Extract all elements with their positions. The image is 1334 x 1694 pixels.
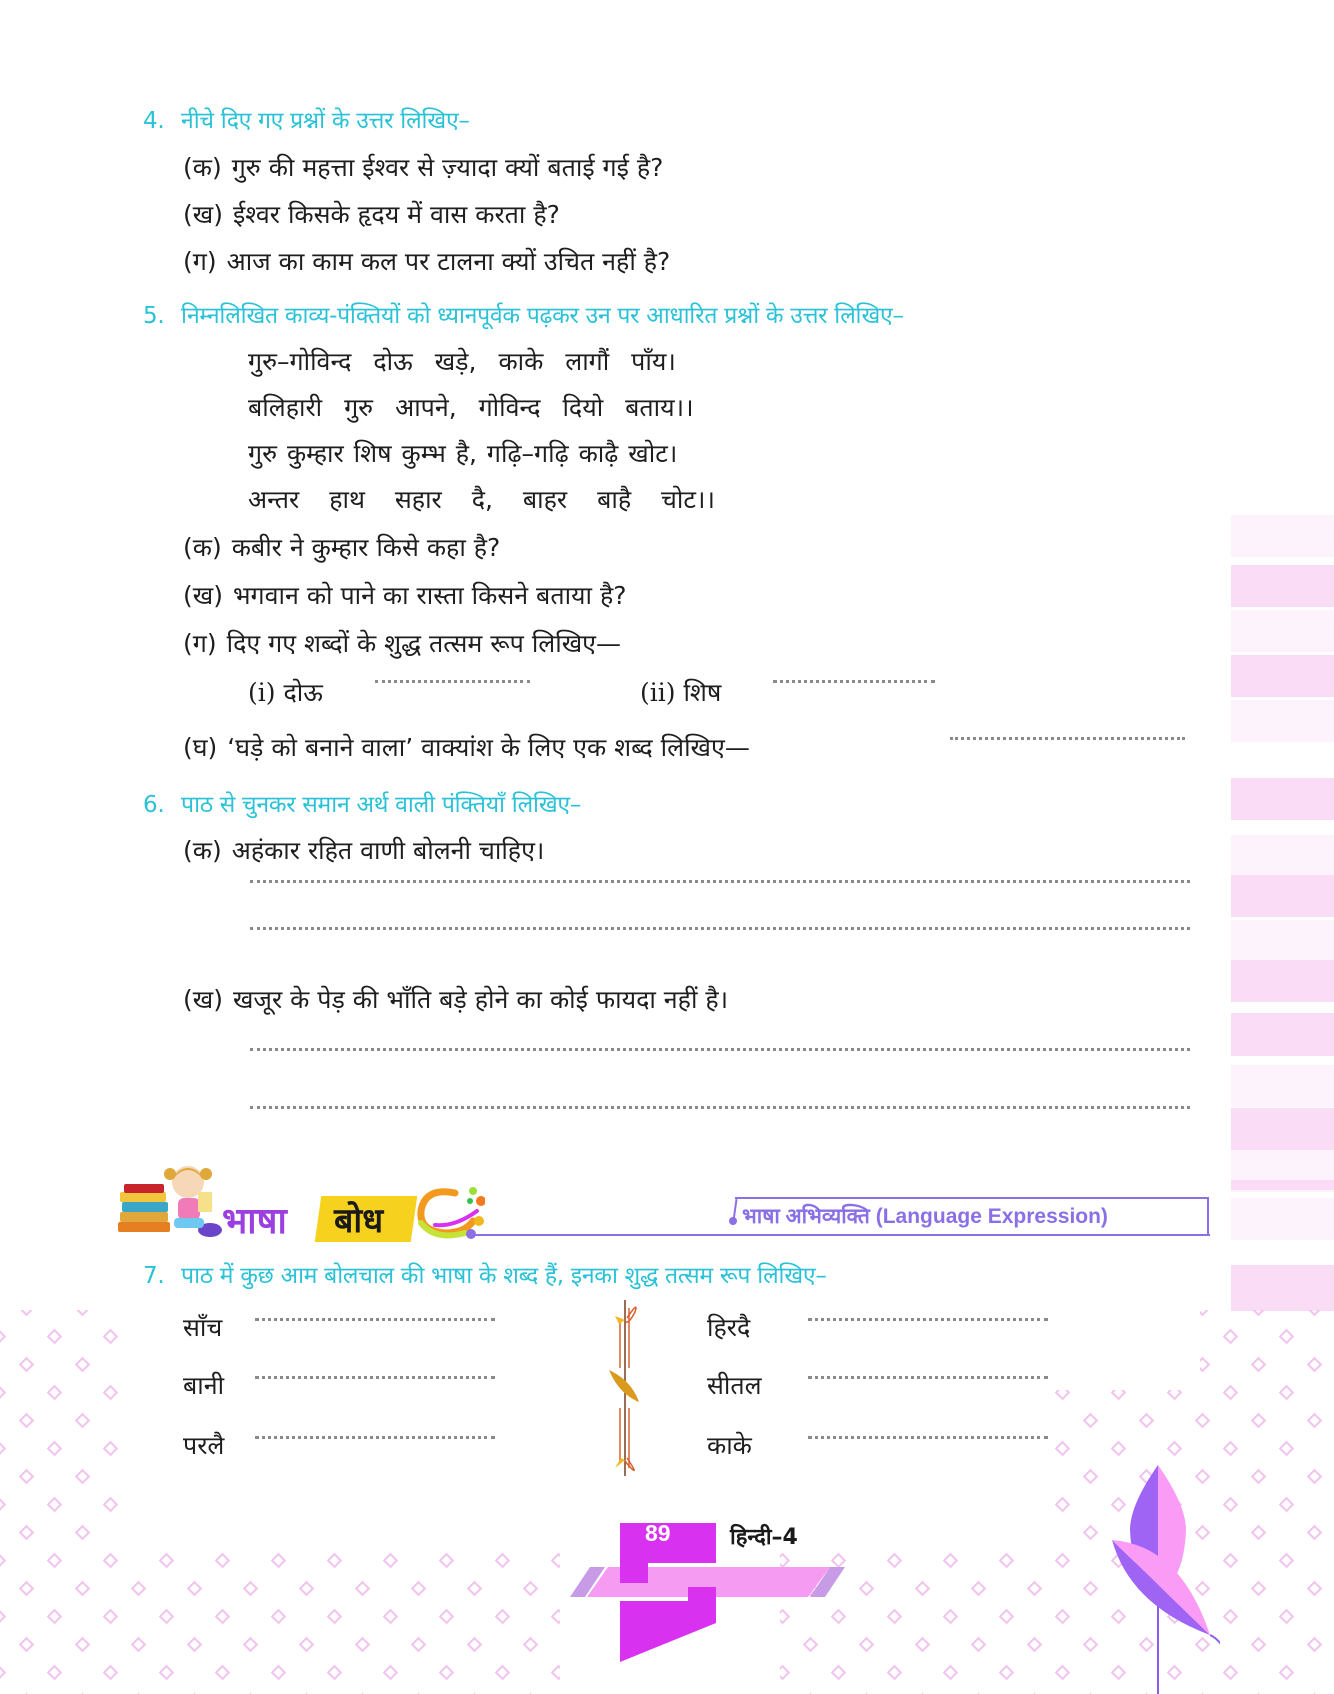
girl-reading-books-icon bbox=[118, 1162, 228, 1240]
question-number: 6. bbox=[143, 792, 165, 818]
word-left: बानी bbox=[183, 1371, 225, 1400]
decor-stripe bbox=[1231, 920, 1334, 962]
item-text: शिष bbox=[683, 678, 722, 707]
answer-line[interactable] bbox=[250, 927, 1190, 930]
item-text: ईश्वर किसके हृदय में वास करता है? bbox=[232, 200, 560, 229]
item-text: दिए गए शब्दों के शुद्ध तत्सम रूप लिखिए— bbox=[226, 629, 621, 658]
decor-stripe bbox=[1231, 1265, 1334, 1311]
question-5-heading bbox=[143, 298, 904, 330]
answer-blank[interactable] bbox=[255, 1436, 495, 1439]
item-label: (क) bbox=[183, 533, 222, 562]
item-label: (i) bbox=[248, 678, 276, 707]
answer-blank[interactable] bbox=[375, 680, 530, 683]
question-4-item bbox=[183, 150, 663, 184]
question-6-heading bbox=[143, 787, 581, 819]
item-text: अहंकार रहित वाणी बोलनी चाहिए। bbox=[231, 836, 545, 865]
item-label: (क) bbox=[183, 153, 222, 182]
decor-stripe bbox=[1231, 515, 1334, 557]
item-label: (क) bbox=[183, 836, 222, 865]
book-title: हिन्दी–4 bbox=[730, 1525, 798, 1550]
question-number: 7. bbox=[143, 1263, 165, 1289]
word-right: सीतल bbox=[707, 1371, 762, 1400]
answer-blank[interactable] bbox=[773, 680, 935, 683]
answer-line[interactable] bbox=[250, 1106, 1190, 1109]
decor-stripe bbox=[1231, 1108, 1334, 1150]
item-label: (घ) bbox=[183, 733, 218, 762]
question-text: पाठ में कुछ आम बोलचाल की भाषा के शब्द हैं, इनका शुद्ध तत्सम रूप लिखिए– bbox=[181, 1263, 827, 1289]
sub-word-2 bbox=[640, 675, 721, 709]
verse-line: बलिहारी गुरु आपने, गोविन्द दियो बताय।। bbox=[248, 393, 694, 422]
answer-blank[interactable] bbox=[255, 1376, 495, 1379]
question-5-item bbox=[183, 626, 621, 660]
quill-divider-icon bbox=[605, 1298, 645, 1478]
item-text: भगवान को पाने का रास्ता किसने बताया है? bbox=[232, 581, 627, 610]
banner-title-bodh: बोध bbox=[334, 1201, 384, 1241]
word-left: साँच bbox=[183, 1313, 223, 1342]
word-left: परलै bbox=[183, 1431, 225, 1460]
verse-line: अन्तर हाथ सहार दै, बाहर बाहै चोट।। bbox=[248, 485, 715, 514]
question-5-item bbox=[183, 578, 627, 612]
item-text: ‘घड़े को बनाने वाला’ वाक्यांश के लिए एक शब्द लिखिए— bbox=[227, 733, 750, 762]
question-5-item bbox=[183, 530, 500, 564]
decor-stripe bbox=[1231, 875, 1334, 917]
question-4-item bbox=[183, 197, 560, 231]
question-number: 4. bbox=[143, 108, 165, 134]
decor-stripe bbox=[1231, 835, 1334, 877]
word-right: हिरदै bbox=[707, 1313, 751, 1342]
question-7-heading bbox=[143, 1258, 827, 1290]
answer-line[interactable] bbox=[250, 1048, 1190, 1051]
item-text: खजूर के पेड़ की भाँति बड़े होने का कोई फायदा नहीं है। bbox=[232, 985, 729, 1014]
decor-stripe bbox=[1231, 565, 1334, 607]
item-text: कबीर ने कुम्हार किसे कहा है? bbox=[231, 533, 501, 562]
question-6-item bbox=[183, 833, 544, 867]
question-4-item bbox=[183, 244, 670, 278]
page-footer-ribbon bbox=[560, 1505, 860, 1694]
word-right: काके bbox=[707, 1431, 752, 1460]
answer-blank[interactable] bbox=[808, 1436, 1048, 1439]
decor-stripe bbox=[1231, 960, 1334, 1002]
item-label: (ख) bbox=[183, 200, 223, 229]
question-text: नीचे दिए गए प्रश्नों के उत्तर लिखिए– bbox=[181, 108, 470, 134]
decor-stripe bbox=[1231, 1013, 1334, 1056]
verse-line: गुरु–गोविन्द दोऊ खड़े, काके लागौं पाँय। bbox=[248, 347, 676, 376]
question-6-item bbox=[183, 982, 728, 1016]
question-4-heading bbox=[143, 103, 470, 135]
banner-title-bhasha: भाषा bbox=[222, 1201, 287, 1242]
item-text: आज का काम कल पर टालना क्यों उचित नहीं है? bbox=[226, 247, 671, 276]
decor-stripe bbox=[1231, 610, 1334, 652]
leaf-decoration-icon bbox=[1110, 1465, 1220, 1694]
item-label: (ख) bbox=[183, 985, 223, 1014]
decor-stripe bbox=[1231, 700, 1334, 742]
language-expression-label: भाषा अभिव्यक्ति (Language Expression) bbox=[742, 1205, 1108, 1228]
item-label: (ख) bbox=[183, 581, 223, 610]
question-text: निम्नलिखित काव्य-पंक्तियों को ध्यानपूर्वक पढ़कर उन पर आधारित प्रश्नों के उत्तर लिखिए– bbox=[181, 303, 904, 329]
decor-stripe bbox=[1231, 655, 1334, 697]
sub-word-1 bbox=[248, 675, 323, 709]
decor-stripe bbox=[1231, 1065, 1334, 1107]
item-text: गुरु की महत्ता ईश्वर से ज़्यादा क्यों बताई गई है? bbox=[231, 153, 664, 182]
answer-blank[interactable] bbox=[255, 1318, 495, 1321]
item-label: (ii) bbox=[640, 678, 676, 707]
decor-stripe bbox=[1231, 1180, 1334, 1190]
question-number: 5. bbox=[143, 303, 165, 329]
item-label: (ग) bbox=[183, 629, 217, 658]
page-number: 89 bbox=[645, 1520, 671, 1546]
item-label: (ग) bbox=[183, 247, 217, 276]
question-text: पाठ से चुनकर समान अर्थ वाली पंक्तियाँ लिखिए– bbox=[181, 792, 582, 818]
answer-blank[interactable] bbox=[950, 737, 1185, 740]
question-5-item bbox=[183, 730, 750, 764]
item-text: दोऊ bbox=[283, 678, 323, 707]
verse-line: गुरु कुम्हार शिष कुम्भ है, गढ़ि–गढ़ि काढ़ै खोट। bbox=[248, 439, 678, 468]
answer-line[interactable] bbox=[250, 880, 1190, 883]
answer-blank[interactable] bbox=[808, 1318, 1048, 1321]
decor-stripe bbox=[1231, 1198, 1334, 1240]
decor-stripe bbox=[1231, 778, 1334, 820]
frame-dot bbox=[729, 1217, 737, 1225]
answer-blank[interactable] bbox=[808, 1376, 1048, 1379]
